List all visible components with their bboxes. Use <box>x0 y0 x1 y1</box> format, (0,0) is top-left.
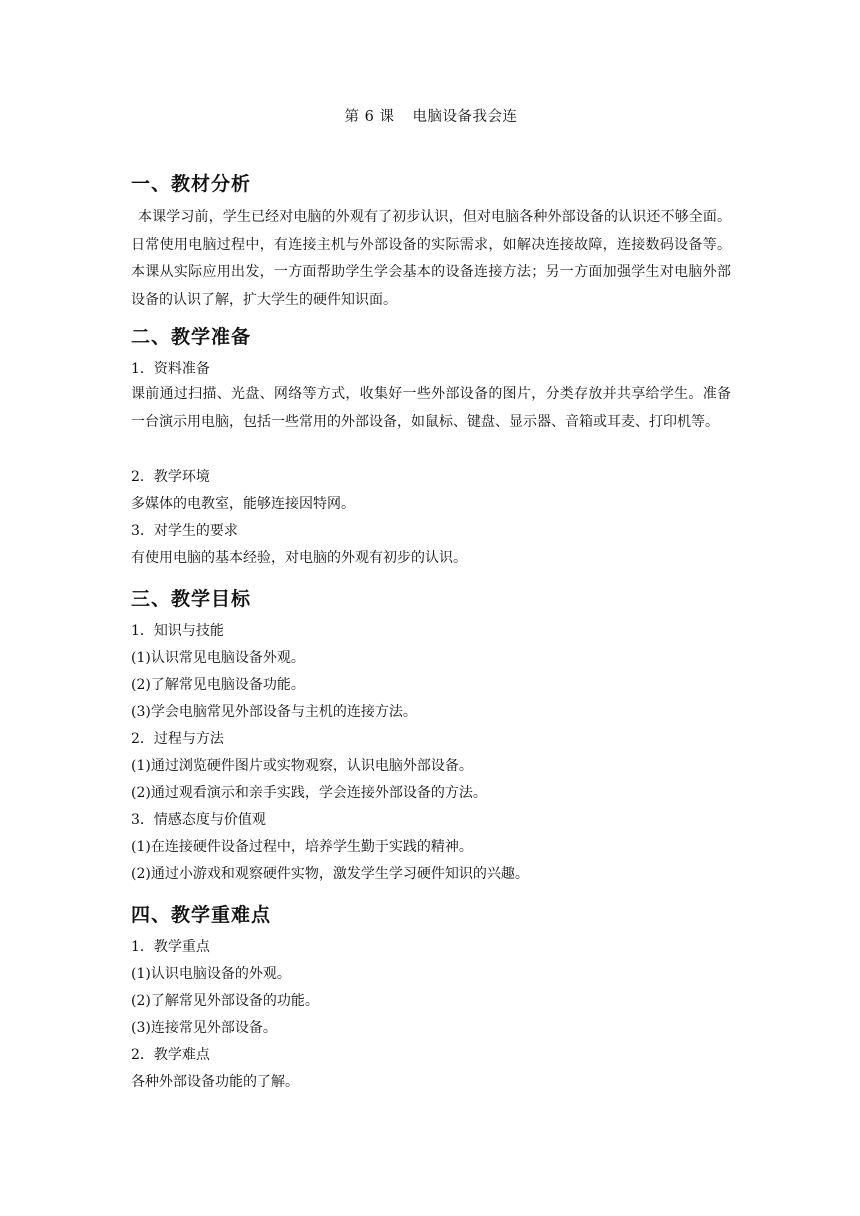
heading-teaching-preparation: 二、教学准备 <box>131 326 252 348</box>
objective-attitude-1: (1)在连接硬件设备过程中，培养学生勤于实践的精神。 <box>131 839 473 855</box>
objective-knowledge-title: 1．知识与技能 <box>131 623 224 639</box>
objective-process-1: (1)通过浏览硬件图片或实物观察，认识电脑外部设备。 <box>131 758 473 774</box>
textbook-analysis-paragraph: 本课学习前，学生已经对电脑的外观有了初步认识，但对电脑各种外部设备的认识还不够全面。日常使用电脑过程中，有连接主机与外部设备的实际需求，如解决连接故障，连接数码设备等。本课从实际应用出发，一方面帮助学生学会基本的设备连接方法；另一方面加强学生对电脑外部设备的认识了解，扩大学生的硬件知识面。 <box>131 209 731 308</box>
prep-item2-title: 2．教学环境 <box>131 469 210 485</box>
heading-teaching-objectives: 三、教学目标 <box>131 588 252 610</box>
document-title <box>131 105 731 126</box>
objective-process-title: 2．过程与方法 <box>131 731 224 747</box>
objective-knowledge-3: (3)学会电脑常见外部设备与主机的连接方法。 <box>131 704 417 720</box>
lesson-number: 第 6 课 <box>344 109 395 125</box>
prep-item3-text: 有使用电脑的基本经验，对电脑的外观有初步的认识。 <box>131 550 467 566</box>
key-points-title: 1．教学重点 <box>131 939 210 955</box>
objective-process-2: (2)通过观看演示和亲手实践，学会连接外部设备的方法。 <box>131 785 487 801</box>
prep-item1-title: 1．资料准备 <box>131 361 210 377</box>
difficult-points-title: 2．教学难点 <box>131 1047 210 1063</box>
lesson-name: 电脑设备我会连 <box>412 109 518 125</box>
key-point-1: (1)认识电脑设备的外观。 <box>131 966 291 982</box>
heading-textbook-analysis: 一、教材分析 <box>131 173 252 195</box>
objective-knowledge-1: (1)认识常见电脑设备外观。 <box>131 650 305 666</box>
prep-item1-text: 课前通过扫描、光盘、网络等方式，收集好一些外部设备的图片，分类存放并共享给学生。准备一台演示用电脑，包括一些常用的外部设备，如鼠标、键盘、显示器、音箱或耳麦、打印机等。 <box>131 386 731 430</box>
difficult-point-text: 各种外部设备功能的了解。 <box>131 1074 299 1090</box>
objective-attitude-2: (2)通过小游戏和观察硬件实物，激发学生学习硬件知识的兴趣。 <box>131 866 529 882</box>
key-point-3: (3)连接常见外部设备。 <box>131 1020 277 1036</box>
objective-knowledge-2: (2)了解常见电脑设备功能。 <box>131 677 305 693</box>
prep-item3-title: 3．对学生的要求 <box>131 523 238 539</box>
prep-item2-text: 多媒体的电教室，能够连接因特网。 <box>131 496 355 512</box>
key-point-2: (2)了解常见外部设备的功能。 <box>131 993 319 1009</box>
heading-key-difficult-points: 四、教学重难点 <box>131 904 272 926</box>
objective-attitude-title: 3．情感态度与价值观 <box>131 812 266 828</box>
